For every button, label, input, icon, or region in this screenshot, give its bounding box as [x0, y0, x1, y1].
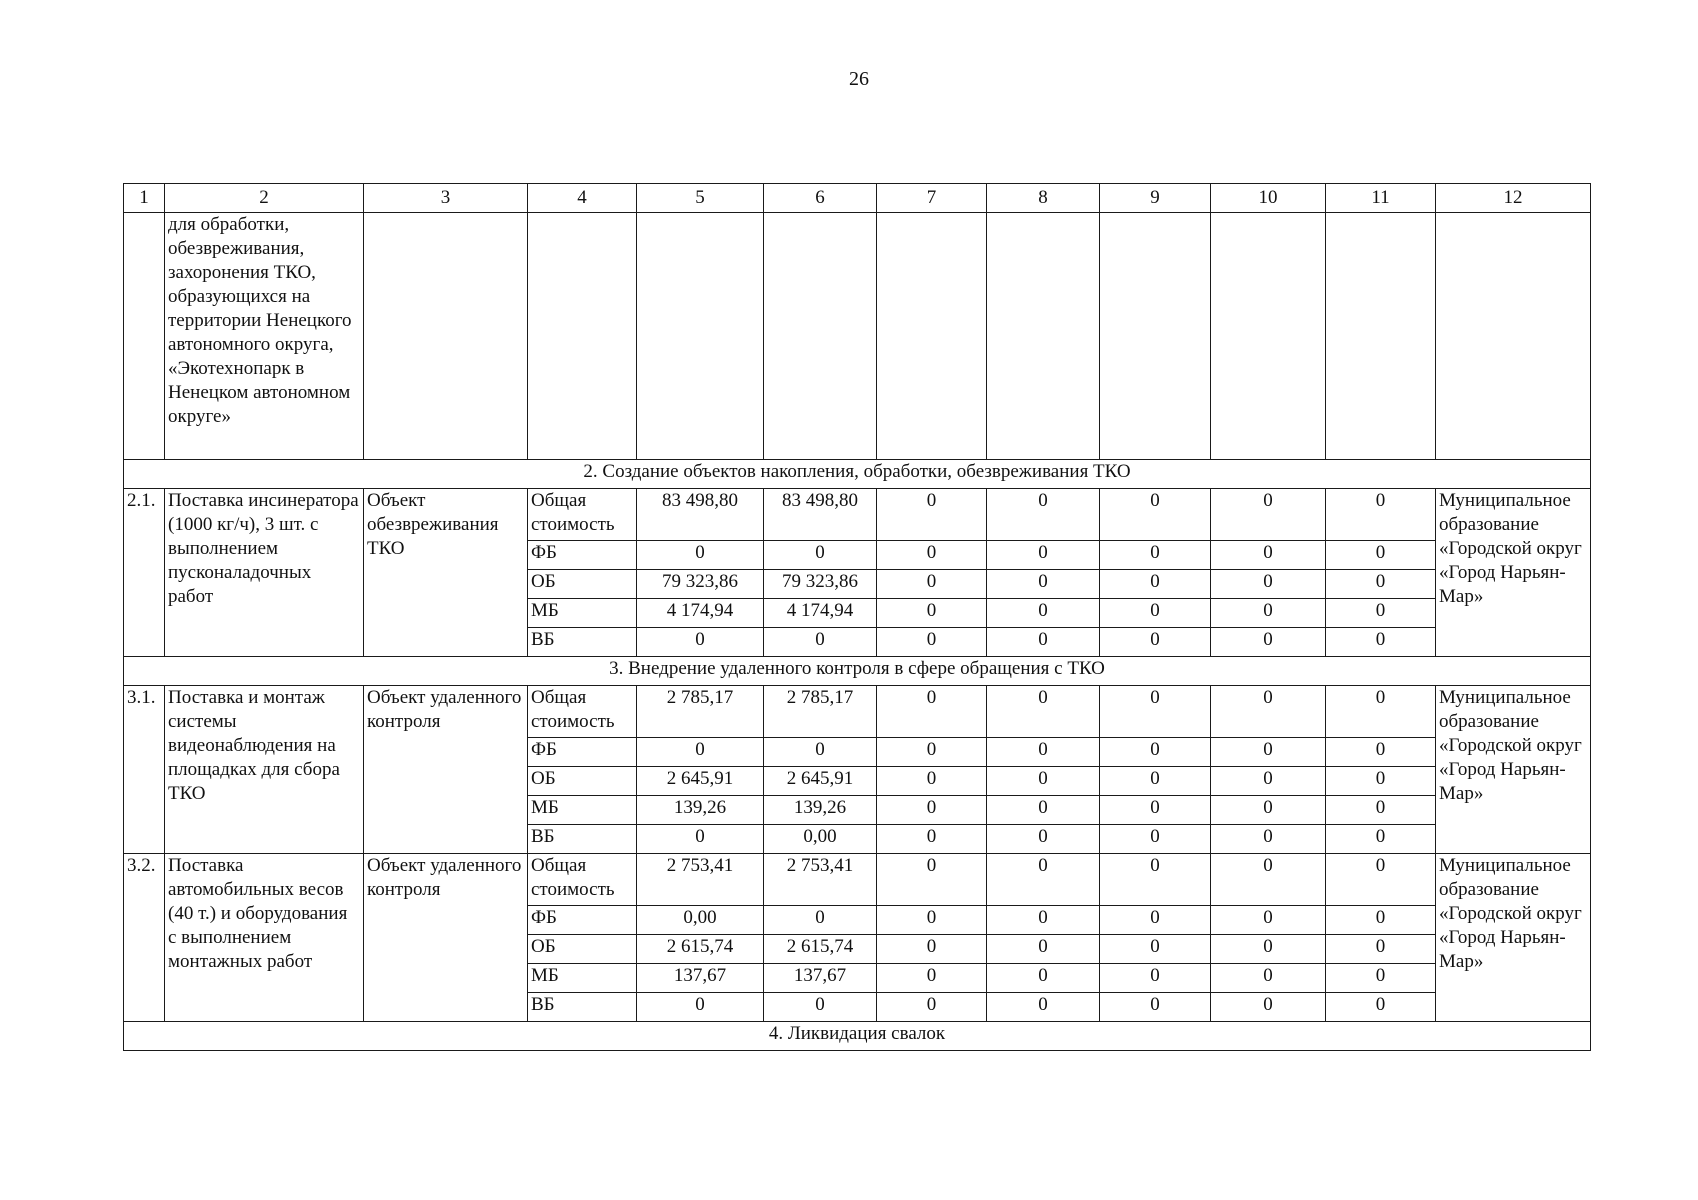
value-cell: 2 615,74 [637, 935, 764, 964]
funding-source: Общая стоимость [528, 489, 637, 541]
value-cell: 0 [1211, 854, 1326, 906]
value-cell: 0 [1100, 489, 1211, 541]
value-cell: 0 [764, 993, 877, 1022]
value-cell: 0 [1100, 541, 1211, 570]
value-cell: 0 [764, 628, 877, 657]
program-table [123, 183, 1591, 1051]
value-cell: 0 [877, 767, 987, 796]
continuation-description: для обработки, обезвреживания, захоронения ТКО, образующихся на территории Ненецкого автономного округа, «Экотехнопарк в Ненецком автономном округе» [165, 213, 364, 460]
funding-source: МБ [528, 599, 637, 628]
value-cell: 0 [637, 541, 764, 570]
value-cell: 0,00 [764, 825, 877, 854]
section-title: 4. Ликвидация свалок [124, 1022, 1591, 1051]
value-cell: 0 [637, 993, 764, 1022]
value-cell: 0 [1326, 767, 1436, 796]
value-cell: 0 [987, 854, 1100, 906]
value-cell: 0 [987, 599, 1100, 628]
value-cell: 0 [877, 599, 987, 628]
value-cell: 0 [1326, 628, 1436, 657]
funding-source: ФБ [528, 738, 637, 767]
value-cell: 0 [987, 686, 1100, 738]
value-cell: 0 [1211, 964, 1326, 993]
item-object: Объект удаленного контроля [364, 686, 528, 854]
funding-source: ВБ [528, 825, 637, 854]
value-cell: 0 [877, 906, 987, 935]
value-cell: 0 [1211, 796, 1326, 825]
value-cell: 0 [877, 686, 987, 738]
value-cell: 0 [1211, 767, 1326, 796]
table-row [124, 686, 1591, 738]
value-cell: 0 [1100, 570, 1211, 599]
table-body [124, 184, 1591, 1051]
value-cell: 0 [1100, 906, 1211, 935]
funding-source: МБ [528, 796, 637, 825]
value-cell: 0 [764, 541, 877, 570]
value-cell: 83 498,80 [637, 489, 764, 541]
value-cell: 0 [1100, 628, 1211, 657]
value-cell: 0 [877, 935, 987, 964]
value-cell: 139,26 [637, 796, 764, 825]
funding-source: Общая стоимость [528, 686, 637, 738]
value-cell: 2 753,41 [637, 854, 764, 906]
value-cell: 0 [1326, 935, 1436, 964]
value-cell: 0 [1100, 825, 1211, 854]
value-cell: 0 [1211, 993, 1326, 1022]
item-name: Поставка автомобильных весов (40 т.) и оборудования с выполнением монтажных работ [165, 854, 364, 1022]
value-cell: 79 323,86 [764, 570, 877, 599]
value-cell: 0 [877, 964, 987, 993]
empty-cell [364, 213, 528, 460]
value-cell: 0 [1326, 796, 1436, 825]
value-cell: 137,67 [637, 964, 764, 993]
value-cell: 0 [764, 906, 877, 935]
item-number: 2.1. [124, 489, 165, 657]
item-executor: Муниципальное образование «Городской округ «Город Нарьян-Мар» [1436, 686, 1591, 854]
value-cell: 0 [987, 489, 1100, 541]
column-header: 9 [1100, 184, 1211, 213]
value-cell: 0 [987, 796, 1100, 825]
value-cell: 0 [987, 964, 1100, 993]
value-cell: 2 785,17 [637, 686, 764, 738]
column-header: 10 [1211, 184, 1326, 213]
value-cell: 4 174,94 [764, 599, 877, 628]
value-cell: 0 [1100, 935, 1211, 964]
value-cell: 0 [1326, 541, 1436, 570]
empty-cell [987, 213, 1100, 460]
value-cell: 0 [1326, 993, 1436, 1022]
value-cell: 0 [637, 825, 764, 854]
empty-cell [877, 213, 987, 460]
section-row [124, 460, 1591, 489]
item-name: Поставка и монтаж системы видеонаблюдения на площадках для сбора ТКО [165, 686, 364, 854]
value-cell: 0 [1326, 906, 1436, 935]
value-cell: 83 498,80 [764, 489, 877, 541]
value-cell: 0 [877, 738, 987, 767]
value-cell: 0 [877, 570, 987, 599]
value-cell: 2 645,91 [764, 767, 877, 796]
page-number: 26 [849, 68, 869, 90]
value-cell: 0 [1326, 738, 1436, 767]
continuation-row [124, 213, 1591, 460]
empty-cell [528, 213, 637, 460]
value-cell: 0 [637, 738, 764, 767]
value-cell: 0 [987, 935, 1100, 964]
value-cell: 0 [1100, 738, 1211, 767]
funding-source: ФБ [528, 541, 637, 570]
value-cell: 0 [1211, 906, 1326, 935]
column-header: 8 [987, 184, 1100, 213]
value-cell: 0 [1326, 964, 1436, 993]
item-object: Объект обезвреживания ТКО [364, 489, 528, 657]
value-cell: 2 645,91 [637, 767, 764, 796]
value-cell: 0 [987, 993, 1100, 1022]
table-row [124, 489, 1591, 541]
column-header: 6 [764, 184, 877, 213]
value-cell: 0 [877, 854, 987, 906]
header-row [124, 184, 1591, 213]
value-cell: 0 [764, 738, 877, 767]
value-cell: 0 [987, 570, 1100, 599]
value-cell: 0 [1100, 854, 1211, 906]
value-cell: 0 [1326, 686, 1436, 738]
value-cell: 0 [987, 738, 1100, 767]
value-cell: 0 [877, 628, 987, 657]
column-header: 4 [528, 184, 637, 213]
column-header: 2 [165, 184, 364, 213]
value-cell: 0 [877, 825, 987, 854]
value-cell: 0 [1100, 993, 1211, 1022]
value-cell: 0 [987, 825, 1100, 854]
column-header: 5 [637, 184, 764, 213]
value-cell: 0,00 [637, 906, 764, 935]
funding-source: ВБ [528, 628, 637, 657]
empty-cell [764, 213, 877, 460]
value-cell: 0 [1326, 854, 1436, 906]
value-cell: 0 [1326, 825, 1436, 854]
empty-cell [1211, 213, 1326, 460]
funding-source: ВБ [528, 993, 637, 1022]
value-cell: 0 [987, 541, 1100, 570]
value-cell: 137,67 [764, 964, 877, 993]
value-cell: 2 615,74 [764, 935, 877, 964]
value-cell: 0 [877, 489, 987, 541]
value-cell: 2 785,17 [764, 686, 877, 738]
funding-source: ОБ [528, 570, 637, 599]
value-cell: 4 174,94 [637, 599, 764, 628]
value-cell: 0 [987, 628, 1100, 657]
value-cell: 0 [877, 796, 987, 825]
value-cell: 0 [1211, 686, 1326, 738]
section-row [124, 1022, 1591, 1051]
funding-source: МБ [528, 964, 637, 993]
value-cell: 0 [1211, 935, 1326, 964]
section-title: 3. Внедрение удаленного контроля в сфере обращения с ТКО [124, 657, 1591, 686]
value-cell: 0 [1100, 599, 1211, 628]
value-cell: 0 [1326, 489, 1436, 541]
column-header: 12 [1436, 184, 1591, 213]
funding-source: ОБ [528, 767, 637, 796]
item-object: Объект удаленного контроля [364, 854, 528, 1022]
empty-cell [1326, 213, 1436, 460]
value-cell: 0 [877, 993, 987, 1022]
value-cell: 0 [1100, 796, 1211, 825]
item-executor: Муниципальное образование «Городской округ «Город Нарьян-Мар» [1436, 854, 1591, 1022]
funding-source: ФБ [528, 906, 637, 935]
value-cell: 0 [1211, 570, 1326, 599]
empty-cell [124, 213, 165, 460]
value-cell: 0 [987, 906, 1100, 935]
column-header: 11 [1326, 184, 1436, 213]
value-cell: 0 [1100, 686, 1211, 738]
item-number: 3.1. [124, 686, 165, 854]
section-row [124, 657, 1591, 686]
value-cell: 0 [1211, 489, 1326, 541]
column-header: 3 [364, 184, 528, 213]
item-executor: Муниципальное образование «Городской округ «Город Нарьян-Мар» [1436, 489, 1591, 657]
value-cell: 0 [1211, 738, 1326, 767]
value-cell: 0 [1211, 599, 1326, 628]
section-title: 2. Создание объектов накопления, обработки, обезвреживания ТКО [124, 460, 1591, 489]
value-cell: 0 [877, 541, 987, 570]
value-cell: 139,26 [764, 796, 877, 825]
value-cell: 0 [1211, 825, 1326, 854]
empty-cell [1436, 213, 1591, 460]
funding-source: ОБ [528, 935, 637, 964]
item-name: Поставка инсинератора (1000 кг/ч), 3 шт. с выполнением пусконаладочных работ [165, 489, 364, 657]
empty-cell [1100, 213, 1211, 460]
value-cell: 0 [1100, 964, 1211, 993]
value-cell: 0 [1211, 541, 1326, 570]
value-cell: 0 [1211, 628, 1326, 657]
value-cell: 0 [1326, 570, 1436, 599]
value-cell: 0 [637, 628, 764, 657]
value-cell: 0 [1326, 599, 1436, 628]
funding-source: Общая стоимость [528, 854, 637, 906]
value-cell: 79 323,86 [637, 570, 764, 599]
column-header: 7 [877, 184, 987, 213]
empty-cell [637, 213, 764, 460]
value-cell: 0 [987, 767, 1100, 796]
item-number: 3.2. [124, 854, 165, 1022]
column-header: 1 [124, 184, 165, 213]
value-cell: 2 753,41 [764, 854, 877, 906]
table-row [124, 854, 1591, 906]
value-cell: 0 [1100, 767, 1211, 796]
